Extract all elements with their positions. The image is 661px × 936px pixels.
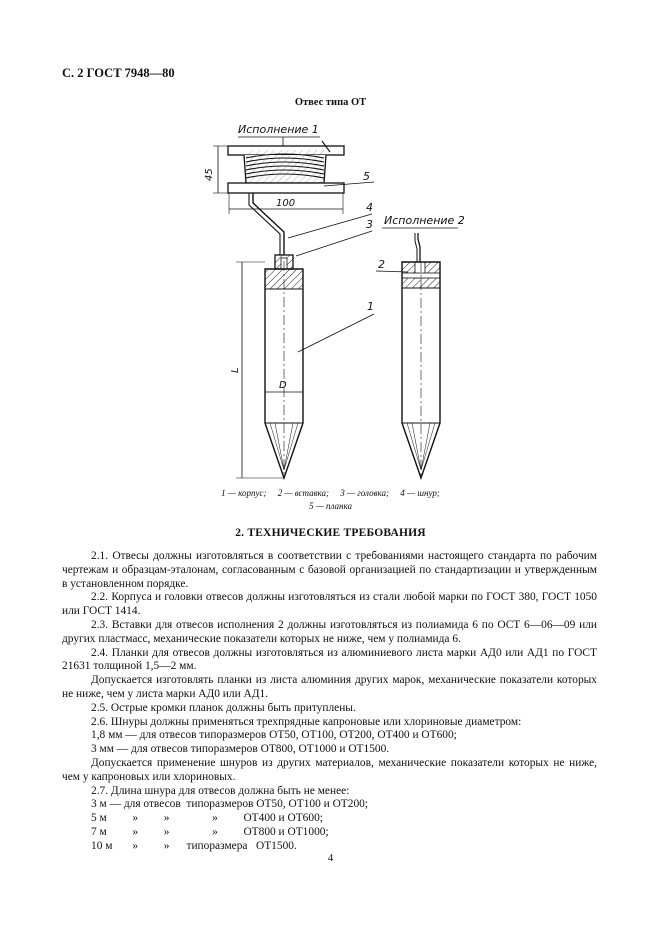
paragraph-2-6-a: 1,8 мм — для отвесов типоразмеров ОТ50, ОТ100, ОТ200, ОТ400 и ОТ600; [91, 729, 457, 742]
callout-5: 5 [363, 170, 370, 183]
length-row: 10 м » » типоразмера ОТ1500. [91, 839, 297, 852]
figure-legend-line1 [0, 488, 661, 498]
paragraph-2-6-note: Допускается применение шнуров из других материалов, механические показатели которых не ниже, чем у капроновых или хлориновых. [62, 756, 597, 783]
paragraph-2-5: 2.5. Острые кромки планок должны быть притуплены. [91, 701, 356, 714]
legend-item-3: 3 — головка; [340, 488, 389, 498]
paragraph-2-3: 2.3. Вставки для отвесов исполнения 2 должны изготовляться из полиамида 6 по ОСТ 6—06—09 или других пластмасс, механические показатели которых не ниже, чем у полиамида 6. [62, 618, 597, 645]
figure-title: Отвес типа ОТ [294, 97, 367, 108]
legend-item-2: 2 — вставка; [277, 488, 330, 498]
length-row: 3 м — для отвесов типоразмеров ОТ50, ОТ100 и ОТ200; [91, 798, 369, 811]
page-number: 4 [327, 852, 334, 864]
paragraph-2-2: 2.2. Корпуса и головки отвесов должны изготовляться из стали любой марки по ГОСТ 380, ГОСТ 1050 или ГОСТ 1414. [62, 591, 597, 618]
dim-100: 100 [276, 198, 296, 209]
variant2-label: Исполнение 2 [384, 214, 465, 227]
legend-item-4: 4 — шнур; [400, 488, 440, 498]
length-row: 5 м » » » ОТ400 и ОТ600; [91, 812, 323, 825]
callout-2: 2 [378, 258, 385, 271]
body-variant2 [402, 262, 440, 478]
callout-4: 4 [366, 201, 373, 214]
plumb-bob-drawing [0, 110, 661, 485]
legend-item-5: 5 — планка [309, 501, 352, 511]
paragraph-2-6-b: 3 мм — для отвесов типоразмеров ОТ800, ОТ1000 и ОТ1500. [91, 743, 390, 756]
paragraph-2-6: 2.6. Шнуры должны применяться трехпрядные капроновые или хлориновые диаметром: [91, 715, 522, 728]
page-header: С. 2 ГОСТ 7948—80 [62, 66, 175, 80]
dim-45: 45 [204, 168, 215, 181]
section-title: 2. ТЕХНИЧЕСКИЕ ТРЕБОВАНИЯ [235, 527, 426, 539]
dim-L: L [230, 367, 241, 373]
legend-item-1: 1 — корпус; [221, 488, 267, 498]
callout-1: 1 [367, 300, 374, 313]
length-row: 7 м » » » ОТ800 и ОТ1000; [91, 825, 329, 838]
body-variant1 [265, 261, 303, 478]
paragraph-2-4-note: Допускается изготовлять планки из листа алюминия других марок, механические показатели которых не ниже, чем у листа марки АД0 или АД1. [62, 674, 597, 700]
spool-plank [228, 141, 344, 193]
paragraph-2-7: 2.7. Длина шнура для отвесов должна быть не менее: [91, 784, 350, 797]
paragraph-2-1: 2.1. Отвесы должны изготовляться в соответствии с требованиями настоящего стандарта по рабочим чертежам и образцам-эталонам, согласованным с базовой организацией по стандартизации и утвержденным в установленном порядке. [62, 550, 597, 590]
variant1-label: Исполнение 1 [238, 123, 319, 136]
callout-3: 3 [366, 218, 373, 231]
body-text [62, 550, 597, 854]
dim-D: D [279, 380, 287, 391]
paragraph-2-4: 2.4. Планки для отвесов должны изготовляться из алюминиевого листа марки АД0 или АД1 по ГОСТ 21631 толщиной 1,5—2 мм. [62, 646, 597, 673]
